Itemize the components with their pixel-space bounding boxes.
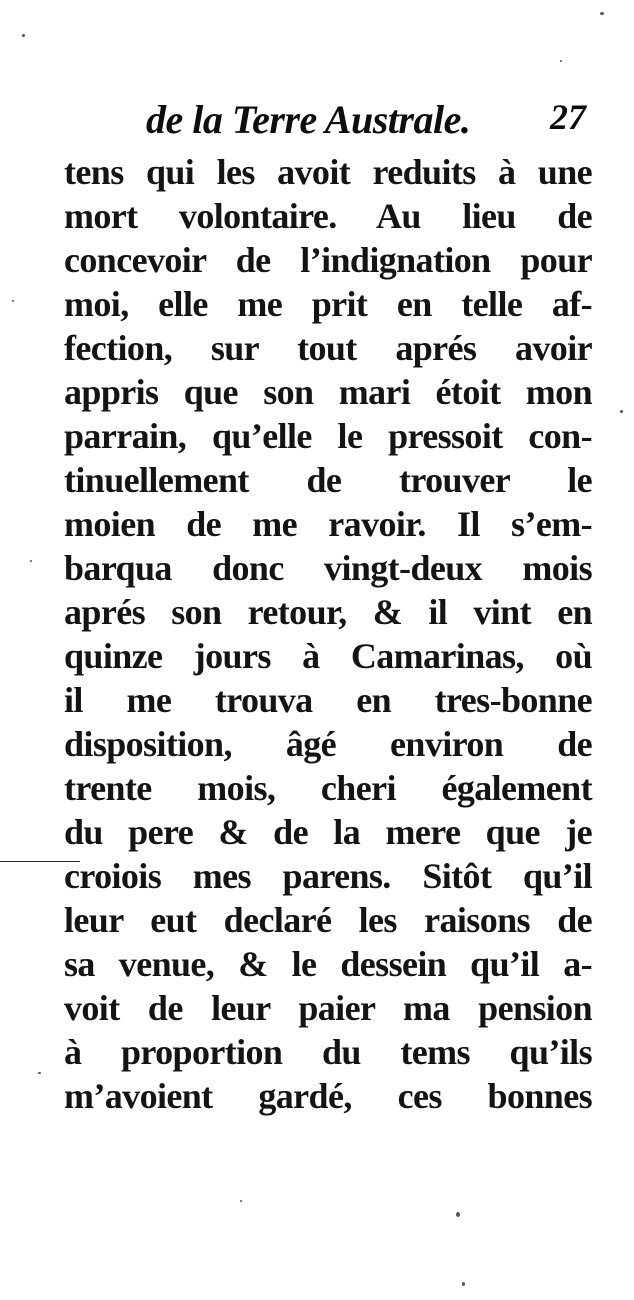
text-line: mort volontaire. Au lieu de — [64, 196, 592, 236]
text-line: m’avoient gardé, ces bonnes — [64, 1076, 592, 1116]
text-line: tinuellement de trouver le — [64, 460, 592, 500]
speck — [22, 34, 25, 37]
speck — [38, 1072, 41, 1074]
speck — [462, 1282, 465, 1286]
text-line: leur eut declaré les raisons de — [64, 900, 592, 940]
text-line: parrain, qu’elle le pressoit con- — [64, 416, 592, 456]
speck — [456, 1212, 460, 1217]
speck — [12, 300, 14, 302]
text-line: quinze jours à Camarinas, où — [64, 636, 592, 676]
text-line: sa venue, & le dessein qu’il a- — [64, 944, 592, 984]
text-line: disposition, âgé environ de — [64, 724, 592, 764]
text-line: appris que son mari étoit mon — [64, 372, 592, 412]
text-line: barqua donc vingt-deux mois — [64, 548, 592, 588]
text-line: à proportion du tems qu’ils — [64, 1032, 592, 1072]
text-line: il me trouva en tres-bonne — [64, 680, 592, 720]
text-line: aprés son retour, & il vint en — [64, 592, 592, 632]
speck — [560, 60, 562, 62]
speck — [240, 1200, 242, 1202]
speck — [30, 560, 32, 562]
text-line: du pere & de la mere que je — [64, 812, 592, 852]
body-text — [64, 150, 592, 1118]
speck — [600, 12, 604, 15]
text-line: tens qui les avoit reduits à une — [64, 152, 592, 192]
text-line: concevoir de l’indignation pour — [64, 240, 592, 280]
running-head — [146, 96, 586, 148]
text-line: moien de me ravoir. Il s’em- — [64, 504, 592, 544]
text-line: moi, elle me prit en telle af- — [64, 284, 592, 324]
text-line: fection, sur tout aprés avoir — [64, 328, 592, 368]
speck — [620, 410, 623, 413]
text-line: croiois mes parens. Sitôt qu’il — [64, 856, 592, 896]
text-line: trente mois, cheri également — [64, 768, 592, 808]
text-line: voit de leur paier ma pension — [64, 988, 592, 1028]
page-number: 27 — [550, 97, 586, 137]
running-title: de la Terre Australe. — [146, 97, 471, 142]
